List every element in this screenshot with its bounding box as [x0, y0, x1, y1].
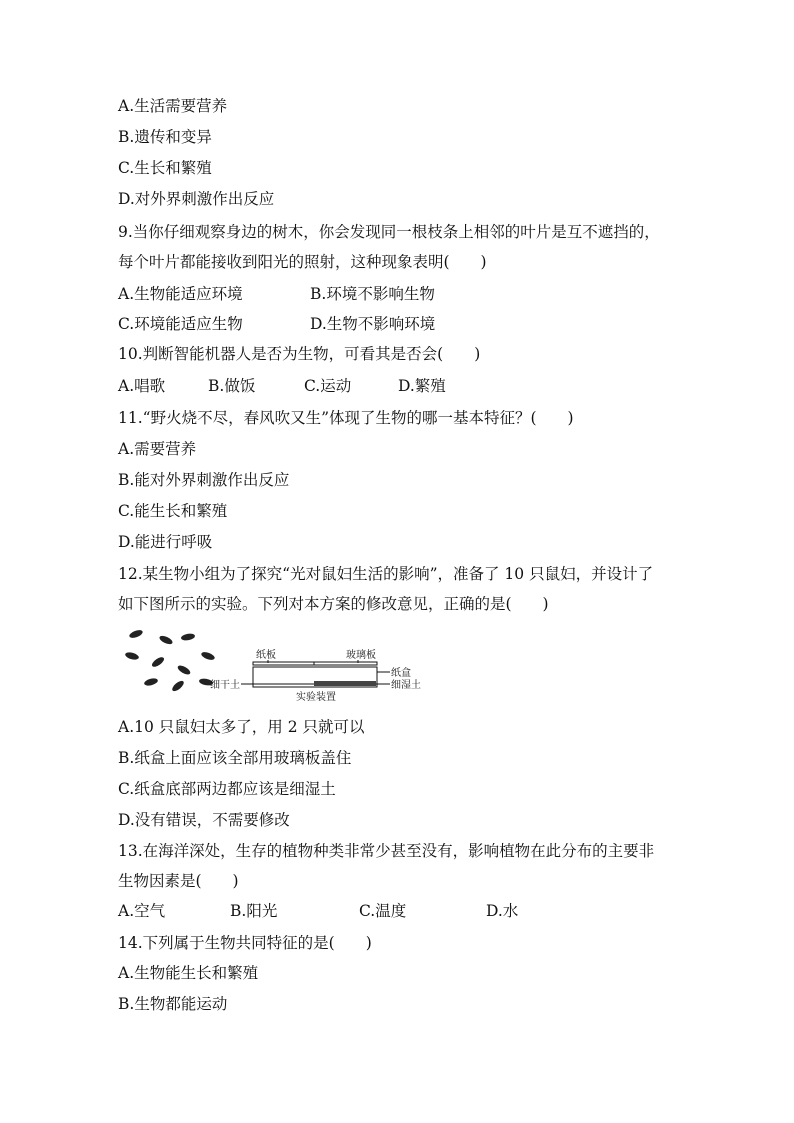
experiment-figure	[118, 626, 438, 706]
q12-stem-line2: 如下图所示的实验。下列对本方案的修改意见，正确的是( )	[118, 595, 549, 613]
q9-stem-line2: 每个叶片都能接收到阳光的照射，这种现象表明( )	[118, 253, 487, 271]
q10-option-a: A.唱歌	[118, 377, 166, 395]
q10-option-b: B.做饭	[208, 377, 256, 395]
q11-option-d: D.能进行呼吸	[118, 533, 213, 551]
q9-option-c: C.环境能适应生物	[118, 315, 243, 333]
label-apparatus: 实验装置	[296, 692, 336, 703]
q12-option-c: C.纸盒底部两边都应该是细湿土	[118, 780, 336, 798]
q9-option-a: A.生物能适应环境	[118, 285, 243, 303]
q13-option-d: D.水	[486, 902, 519, 920]
q10-option-d: D.繁殖	[398, 377, 446, 395]
q13-stem-line2: 生物因素是( )	[118, 872, 239, 890]
q12-stem-line1: 12.某生物小组为了探究“光对鼠妇生活的影响”，准备了 10 只鼠妇，并设计了	[118, 565, 654, 583]
q10-stem: 10.判断智能机器人是否为生物，可看其是否会( )	[118, 345, 481, 363]
q11-option-c: C.能生长和繁殖	[118, 502, 228, 520]
woodlice-illustration	[124, 629, 215, 693]
q8-option-d: D.对外界刺激作出反应	[118, 190, 275, 208]
q12-option-a: A.10 只鼠妇太多了，用 2 只就可以	[118, 718, 365, 736]
q8-option-c: C.生长和繁殖	[118, 159, 212, 177]
q11-option-a: A.需要营养	[118, 440, 197, 458]
q14-option-b: B.生物都能运动	[118, 995, 228, 1013]
q11-option-b: B.能对外界刺激作出反应	[118, 471, 290, 489]
q12-option-b: B.纸盒上面应该全部用玻璃板盖住	[118, 749, 352, 767]
experiment-apparatus	[241, 660, 390, 687]
q8-option-b: B.遗传和变异	[118, 128, 212, 146]
q14-option-a: A.生物能生长和繁殖	[118, 964, 259, 982]
label-wet-soil: 细湿土	[391, 680, 421, 691]
q10-option-c: C.运动	[304, 377, 352, 395]
label-glass-board: 玻璃板	[346, 650, 376, 661]
q11-stem: 11.“野火烧不尽，春风吹又生”体现了生物的哪一基本特征？( )	[118, 409, 574, 427]
q8-option-a: A.生活需要营养	[118, 97, 228, 115]
q13-option-a: A.空气	[118, 902, 166, 920]
q9-option-d: D.生物不影响环境	[310, 315, 436, 333]
q9-option-b: B.环境不影响生物	[310, 285, 435, 303]
q13-option-c: C.温度	[359, 902, 407, 920]
label-paper-box: 纸盒	[391, 668, 411, 679]
q9-stem-line1: 9.当你仔细观察身边的树木，你会发现同一根枝条上相邻的叶片是互不遮挡的，	[118, 223, 660, 241]
q14-stem: 14.下列属于生物共同特征的是( )	[118, 934, 372, 952]
label-dry-soil: 细干土	[210, 680, 240, 691]
label-paper-board: 纸板	[256, 650, 276, 661]
q13-option-b: B.阳光	[230, 902, 278, 920]
q13-stem-line1: 13.在海洋深处，生存的植物种类非常少甚至没有，影响植物在此分布的主要非	[118, 842, 655, 860]
q12-option-d: D.没有错误，不需要修改	[118, 811, 290, 829]
